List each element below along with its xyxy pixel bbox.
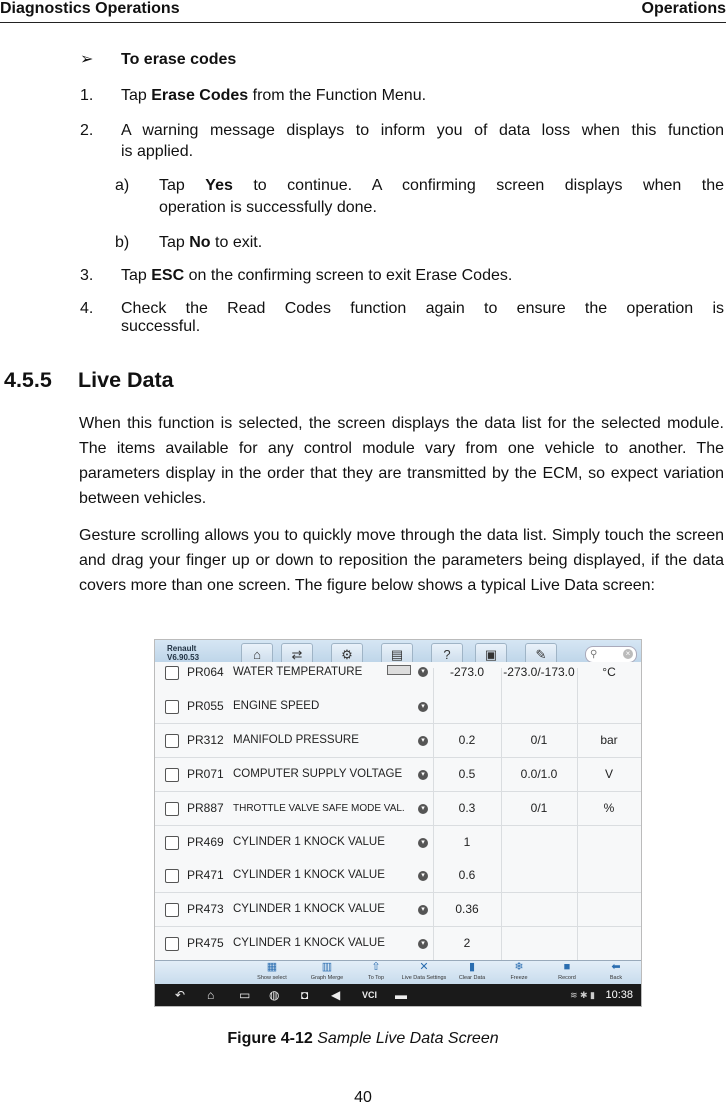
- android-nav-bar: [155, 984, 641, 1006]
- param-value: 0.2: [458, 733, 476, 747]
- step-2-line2: is applied.: [121, 143, 194, 160]
- step-1-number: 1.: [80, 87, 94, 104]
- param-name: CYLINDER 1 KNOCK VALUE: [233, 869, 385, 881]
- param-value: 0.5: [458, 767, 476, 781]
- step-2-number: 2.: [80, 122, 94, 139]
- param-range: 0/1: [530, 801, 548, 815]
- param-code: PR064: [187, 665, 224, 679]
- clock: 10:38: [605, 989, 633, 1001]
- param-unit: V: [604, 767, 613, 781]
- param-code: PR312: [187, 733, 224, 747]
- data-row[interactable]: [155, 724, 641, 758]
- step-3-text: Tap ESC on the confirming screen to exit Erase Codes.: [121, 267, 513, 284]
- search-icon: ⚲: [590, 649, 598, 660]
- to-top-button[interactable]: ⇧ To Top: [351, 961, 401, 982]
- camera-icon: ■: [563, 961, 571, 973]
- page-header: [0, 0, 726, 23]
- page-number: 40: [354, 1089, 372, 1106]
- data-row[interactable]: [155, 758, 641, 792]
- param-name: WATER TEMPERATURE: [233, 666, 363, 678]
- param-name: CYLINDER 1 KNOCK VALUE: [233, 836, 385, 848]
- param-name: CYLINDER 1 KNOCK VALUE: [233, 937, 385, 949]
- step-4-number: 4.: [80, 300, 94, 317]
- param-value: 2: [463, 936, 471, 950]
- param-unit: bar: [600, 733, 618, 747]
- param-unit: %: [603, 801, 615, 815]
- row-checkbox[interactable]: [165, 937, 179, 951]
- data-row[interactable]: [155, 893, 641, 927]
- graph-merge-icon: ▥: [321, 961, 333, 973]
- expand-icon[interactable]: ▾: [418, 871, 428, 881]
- header-left: Diagnostics Operations: [0, 0, 180, 17]
- data-row[interactable]: [155, 792, 641, 826]
- row-checkbox[interactable]: [165, 903, 179, 917]
- expand-icon[interactable]: ▾: [418, 770, 428, 780]
- row-checkbox[interactable]: [165, 869, 179, 883]
- param-value: 0.36: [455, 902, 479, 916]
- home-icon[interactable]: ⌂: [241, 643, 273, 667]
- bullet-arrow: ➢: [80, 51, 94, 68]
- param-name: THROTTLE VALVE SAFE MODE VAL.: [233, 803, 405, 814]
- data-row[interactable]: [155, 662, 641, 691]
- nav-recent-icon[interactable]: ▭: [239, 988, 251, 1002]
- screenshot-icon[interactable]: ◘: [301, 988, 309, 1002]
- vci-icon[interactable]: VCI: [362, 990, 378, 1000]
- status-icons: ≋ ✱ ▮: [569, 990, 595, 1000]
- param-unit: °C: [602, 665, 616, 679]
- expand-icon[interactable]: ▾: [418, 838, 428, 848]
- param-name: MANIFOLD PRESSURE: [233, 734, 359, 746]
- param-range: 0.0/1.0: [520, 767, 558, 781]
- data-row[interactable]: [155, 690, 641, 724]
- section-heading: 4.5.5 Live Data: [4, 368, 174, 392]
- param-code: PR471: [187, 868, 224, 882]
- clear-icon[interactable]: ×: [623, 649, 633, 659]
- row-checkbox[interactable]: [165, 666, 179, 680]
- param-code: PR475: [187, 936, 224, 950]
- show-select-button[interactable]: ▦ Show select: [247, 961, 297, 982]
- record-button[interactable]: ■ Record: [542, 961, 592, 982]
- step-4-line1: Check the Read Codes function again to ensure the operation is: [121, 300, 724, 317]
- param-name: COMPUTER SUPPLY VOLTAGE: [233, 768, 403, 780]
- param-code: PR055: [187, 699, 224, 713]
- live-data-settings-button[interactable]: ✕ Live Data Settings: [399, 961, 449, 982]
- nav-home-icon[interactable]: ⌂: [207, 988, 215, 1002]
- param-range: 0/1: [530, 733, 548, 747]
- volume-icon[interactable]: ◀: [331, 988, 341, 1002]
- step-2-line1: A warning message displays to inform you of data loss when this function: [121, 122, 724, 139]
- browser-icon[interactable]: ◍: [269, 988, 280, 1002]
- param-name: ENGINE SPEED: [233, 700, 320, 712]
- data-row[interactable]: [155, 859, 641, 893]
- car-icon[interactable]: ▬: [395, 988, 407, 1002]
- data-row[interactable]: [155, 826, 641, 860]
- step-4-line2: successful.: [121, 318, 201, 335]
- freeze-button[interactable]: ❄ Freeze: [494, 961, 544, 982]
- step-a-line1: Tap Yes to continue. A confirming screen displays when the: [159, 177, 724, 194]
- step-a-line2: operation is successfully done.: [159, 199, 377, 216]
- data-row[interactable]: [155, 927, 641, 961]
- gauge-icon: [387, 665, 411, 675]
- erase-title: To erase codes: [121, 51, 237, 68]
- graph-merge-button[interactable]: ▥ Graph Merge: [302, 961, 352, 982]
- param-code: PR473: [187, 902, 224, 916]
- row-checkbox[interactable]: [165, 836, 179, 850]
- expand-icon[interactable]: ▾: [418, 939, 428, 949]
- param-value: 0.6: [458, 868, 476, 882]
- row-checkbox[interactable]: [165, 768, 179, 782]
- param-code: PR887: [187, 801, 224, 815]
- back-button[interactable]: ⬅ Back: [591, 961, 641, 982]
- save-icon[interactable]: ▣: [475, 643, 507, 667]
- figure-caption: Figure 4-12 Sample Live Data Screen: [227, 1030, 499, 1047]
- step-1-text: Tap Erase Codes from the Function Menu.: [121, 87, 427, 104]
- settings-icon[interactable]: ⚙: [331, 643, 363, 667]
- back-arrow-icon: ⬅: [611, 961, 621, 973]
- print-icon[interactable]: ▤: [381, 643, 413, 667]
- show-select-icon: ▦: [266, 961, 278, 973]
- live-data-screenshot: [154, 639, 642, 1007]
- paragraph-1: When this function is selected, the screen displays the data list for the selected module. The items available for any control module vary from one vehicle to another. The parameters display in the order that they are transmitted by the ECM, so expect variation between vehicles.: [79, 415, 724, 507]
- row-checkbox[interactable]: [165, 802, 179, 816]
- to-top-icon: ⇧: [371, 961, 381, 973]
- expand-icon[interactable]: ▾: [418, 905, 428, 915]
- param-value: -273.0: [449, 665, 485, 679]
- param-value: 1: [463, 835, 471, 849]
- help-icon[interactable]: ?: [431, 643, 463, 667]
- nav-back-icon[interactable]: ↶: [175, 988, 186, 1002]
- row-checkbox[interactable]: [165, 700, 179, 714]
- step-b-number: b): [115, 234, 130, 251]
- param-code: PR071: [187, 767, 224, 781]
- expand-icon[interactable]: ▾: [418, 736, 428, 746]
- screen-bottom-bar: [155, 960, 641, 985]
- expand-icon[interactable]: ▾: [418, 702, 428, 712]
- param-range: -273.0/-173.0: [503, 665, 575, 679]
- param-code: PR469: [187, 835, 224, 849]
- snowflake-icon: ❄: [514, 961, 524, 973]
- clear-data-button[interactable]: ▮ Clear Data: [447, 961, 497, 982]
- param-value: 0.3: [458, 801, 476, 815]
- step-3-number: 3.: [80, 267, 94, 284]
- trash-icon: ▮: [468, 961, 476, 973]
- step-a-number: a): [115, 177, 130, 194]
- header-right: Operations: [641, 0, 726, 17]
- paragraph-2: Gesture scrolling allows you to quickly move through the data list. Simply touch the screen and drag your finger up or down to reposition the parameters being displayed, if the data covers more than one screen. The figure below shows a typical Live Data screen:: [79, 527, 724, 594]
- edit-icon[interactable]: ✎: [525, 643, 557, 667]
- vehicle-swap-icon[interactable]: ⇄: [281, 643, 313, 667]
- step-b-text: Tap No to exit.: [159, 234, 263, 251]
- tools-icon: ✕: [419, 961, 429, 973]
- expand-icon[interactable]: ▾: [418, 804, 428, 814]
- param-name: CYLINDER 1 KNOCK VALUE: [233, 903, 385, 915]
- expand-icon[interactable]: ▾: [418, 667, 428, 677]
- brand-label: Renault V6.90.53: [167, 644, 200, 662]
- search-input[interactable]: [585, 646, 637, 663]
- row-checkbox[interactable]: [165, 734, 179, 748]
